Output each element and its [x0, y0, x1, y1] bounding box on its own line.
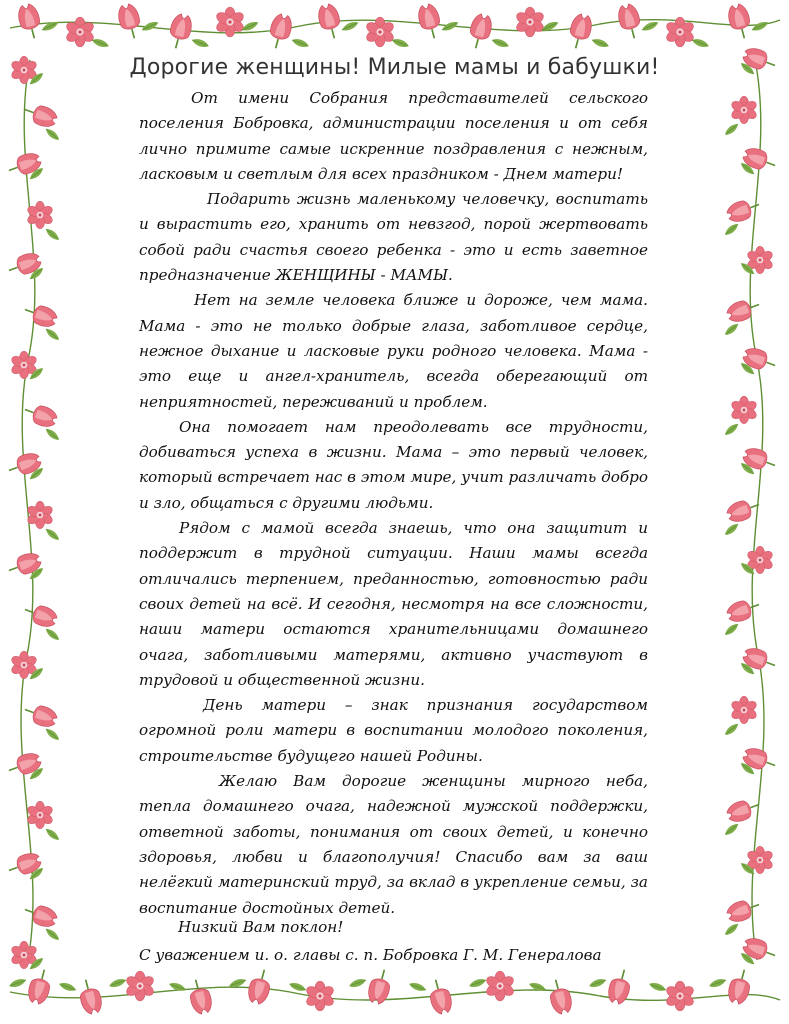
leaf-icon	[723, 522, 740, 538]
tulip-flower-icon	[76, 977, 104, 1016]
closing-bow: Низкий Вам поклон!	[178, 918, 344, 936]
tulip-flower-icon	[416, 2, 444, 41]
leaf-icon	[341, 19, 360, 33]
leaf-icon	[44, 527, 61, 543]
signature-line: С уважением и. о. главы с. п. Бобровка Г. М. Генералова	[139, 946, 602, 964]
vine-stem	[750, 60, 764, 960]
paragraph-protection: Рядом с мамой всегда знаешь, что она защитит и поддержит в трудной ситуации. Наши мамы всегда отличались терпением, преданностью, готовностью ради своих детей на всё. И сегодня, несмотря на все сложности, наши матери остаются хранительницами домашнего очага, заботливыми матерями, активно участвуют в трудовой и общественной жизни.	[139, 519, 648, 689]
leaf-icon	[391, 37, 410, 49]
blossom-flower-icon	[485, 971, 516, 1001]
leaf-icon	[591, 37, 610, 49]
blossom-flower-icon	[665, 981, 696, 1011]
leaf-icon	[291, 37, 310, 49]
leaf-icon	[44, 327, 61, 343]
tulip-flower-icon	[246, 967, 274, 1006]
tulip-flower-icon	[16, 2, 44, 41]
tulip-flower-icon	[22, 101, 60, 130]
leaf-icon	[8, 977, 27, 989]
tulip-flower-icon	[566, 12, 594, 51]
leaf-icon	[751, 19, 770, 33]
leaf-icon	[288, 981, 307, 993]
tulip-flower-icon	[725, 596, 763, 625]
leaf-icon	[723, 822, 740, 838]
tulip-flower-icon	[22, 301, 60, 330]
tulip-flower-icon	[725, 296, 763, 325]
tulip-flower-icon	[546, 977, 574, 1016]
tulip-flower-icon	[725, 896, 763, 925]
leaf-icon	[723, 222, 740, 238]
tulip-flower-icon	[466, 12, 494, 51]
leaf-icon	[528, 981, 547, 993]
tulip-flower-icon	[22, 701, 60, 730]
paragraph-greeting: От имени Собрания представителей сельского поселения Бобровка, администрации поселения и от себя лично примите самые искренние поздравления с нежным, ласковым и светлым для всех праздником - Днем матери!	[139, 89, 648, 183]
leaf-icon	[44, 227, 61, 243]
leaf-icon	[723, 722, 740, 738]
tulip-flower-icon	[116, 2, 144, 41]
blossom-flower-icon	[730, 396, 758, 423]
leaf-icon	[44, 627, 61, 643]
page-title: Дорогие женщины! Милые мамы и бабушки!	[129, 55, 660, 80]
leaf-icon	[723, 422, 740, 438]
leaf-icon	[41, 19, 60, 33]
tulip-flower-icon	[726, 967, 754, 1006]
tulip-flower-icon	[22, 401, 60, 430]
leaf-icon	[691, 37, 710, 49]
leaf-icon	[58, 981, 77, 993]
tulip-flower-icon	[22, 601, 60, 630]
leaf-icon	[44, 727, 61, 743]
tulip-flower-icon	[22, 901, 60, 930]
leaf-icon	[191, 37, 210, 49]
leaf-icon	[723, 922, 740, 938]
leaf-icon	[648, 981, 667, 993]
tulip-flower-icon	[426, 977, 454, 1016]
blossom-flower-icon	[125, 971, 156, 1001]
tulip-flower-icon	[616, 2, 644, 41]
leaf-icon	[491, 37, 510, 49]
blossom-flower-icon	[515, 7, 546, 37]
leaf-icon	[723, 322, 740, 338]
blossom-flower-icon	[26, 801, 54, 828]
tulip-flower-icon	[186, 977, 214, 1016]
leaf-icon	[241, 19, 260, 33]
leaf-icon	[44, 127, 61, 143]
leaf-icon	[723, 622, 740, 638]
leaf-icon	[44, 427, 61, 443]
leaf-icon	[723, 122, 740, 138]
paragraph-purpose: Подарить жизнь маленькому человечку, воспитать и вырастить его, хранить от невзгод, порой жертвовать собой ради счастья своего ребенка - это и есть заветное предназначение ЖЕНЩИНЫ - МАМЫ.	[139, 190, 648, 285]
tulip-flower-icon	[726, 2, 754, 41]
paragraph-mothers-day: День матери – знак признания государством огромной роли матери в воспитании молодого поколения, строительстве будущего нашей Родины.	[139, 696, 648, 765]
blossom-flower-icon	[730, 696, 758, 723]
letter-body	[139, 86, 648, 921]
tulip-flower-icon	[266, 12, 294, 51]
paragraph-support: Она помогает нам преодолевать все трудности, добиваться успеха в жизни. Мама – это первый человек, который встречает нас в этом мире, учит различать добро и зло, общаться с другими людьми.	[139, 417, 648, 512]
leaf-icon	[91, 37, 110, 49]
leaf-icon	[108, 977, 127, 989]
leaf-icon	[44, 827, 61, 843]
blossom-flower-icon	[730, 96, 758, 123]
leaf-icon	[44, 927, 61, 943]
leaf-icon	[348, 977, 367, 989]
paragraph-wishes: Желаю Вам дорогие женщины мирного неба, тепла домашнего очага, надежной мужской поддержки, ответной заботы, понимания от своих детей, и конечно здоровья, любви и благополучия! Спасибо вам за ваш нелёгкий материнский труд, за вклад в укрепление семьи, за воспитание достойных детей.	[139, 772, 648, 917]
tulip-flower-icon	[26, 967, 54, 1006]
leaf-icon	[588, 977, 607, 989]
blossom-flower-icon	[26, 501, 54, 528]
paragraph-closest-person: Нет на земле человека ближе и дороже, чем мама. Мама - это не только добрые глаза, заботливое сердце, нежное дыхание и ласковые руки родного человека. Мама - это еще и ангел-хранитель, всегда оберегающий от неприятностей, переживаний и проблем.	[139, 291, 648, 411]
leaf-icon	[468, 977, 487, 989]
tulip-flower-icon	[166, 12, 194, 51]
tulip-flower-icon	[316, 2, 344, 41]
leaf-icon	[408, 981, 427, 993]
leaf-icon	[708, 977, 727, 989]
leaf-icon	[641, 19, 660, 33]
